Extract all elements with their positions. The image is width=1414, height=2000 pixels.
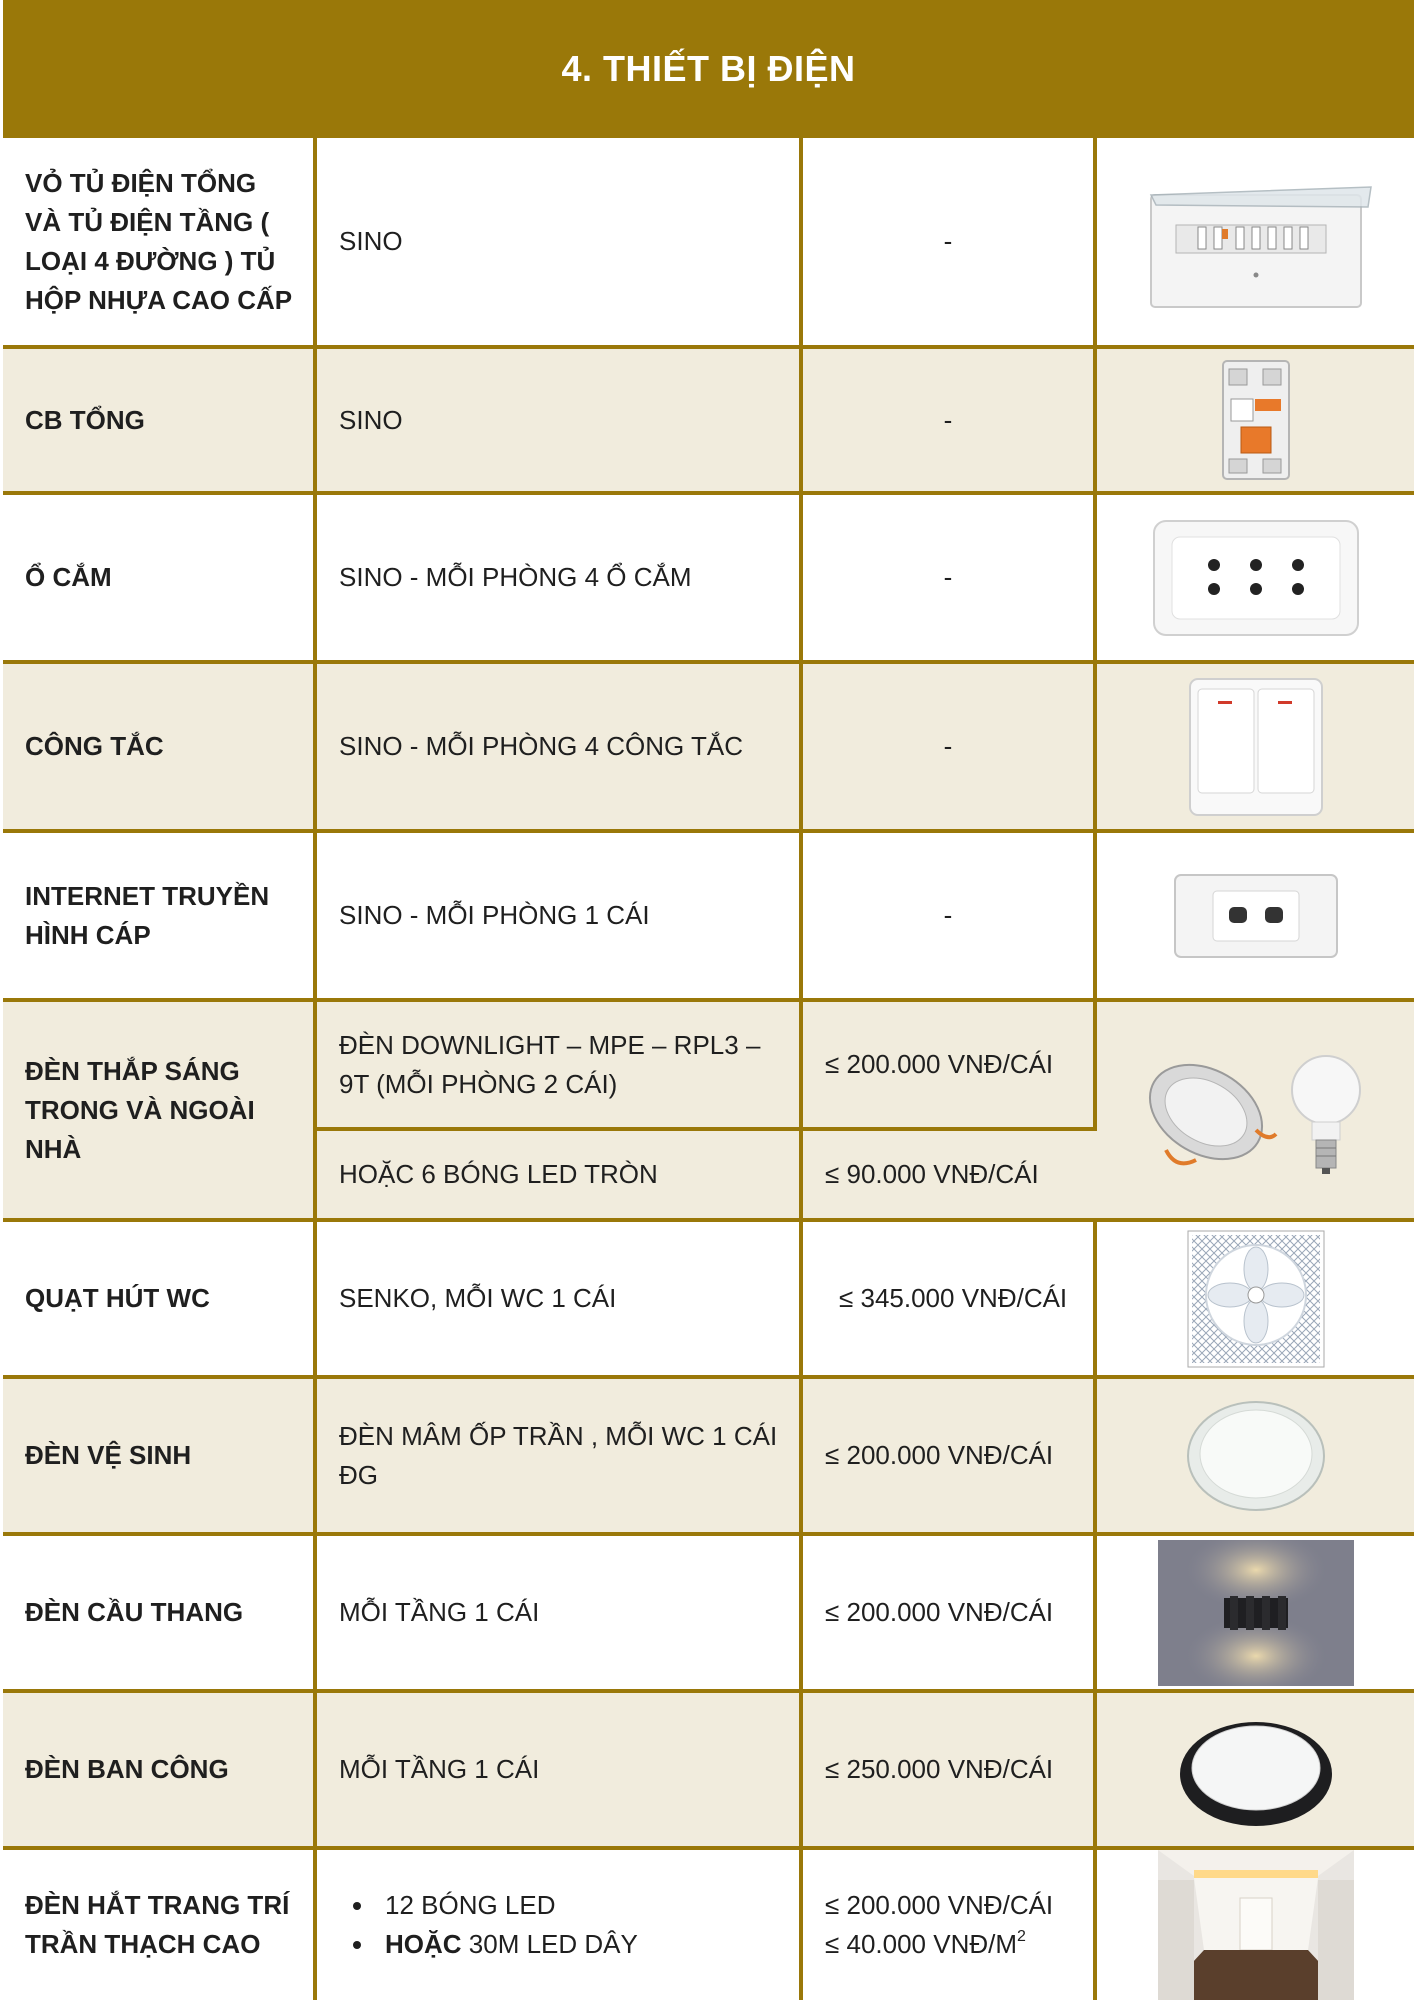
item-spec: ĐÈN DOWNLIGHT – MPE – RPL3 – 9T (MỖI PHÒNG 2 CÁI): [315, 1000, 801, 1129]
item-spec-cell: [315, 1848, 801, 2000]
item-price: ≤ 250.000 VNĐ/CÁI: [801, 1691, 1095, 1848]
electrical-panel-box-image: [1097, 167, 1414, 317]
exhaust-fan-image: [1097, 1229, 1414, 1369]
table-row: [3, 1848, 1414, 2000]
round-ceiling-light-image: [1097, 1710, 1414, 1830]
item-name: ĐÈN CẦU THANG: [3, 1534, 315, 1691]
table-row: [3, 1691, 1414, 1848]
light-switch-image: [1097, 675, 1414, 819]
bullet-text: 12 BÓNG LED: [385, 1890, 556, 1920]
table-row: [3, 347, 1414, 493]
item-price: ≤ 200.000 VNĐ/CÁI: [825, 1890, 1054, 1920]
item-name: VỎ TỦ ĐIỆN TỔNG VÀ TỦ ĐIỆN TẦNG ( LOẠI 4 ĐƯỜNG ) TỦ HỘP NHỰA CAO CẤP: [3, 138, 315, 347]
item-name: ĐÈN THẮP SÁNG TRONG VÀ NGOÀI NHÀ: [3, 1000, 315, 1220]
item-price: ≤ 200.000 VNĐ/CÁI: [801, 1377, 1095, 1534]
item-spec: MỖI TẦNG 1 CÁI: [315, 1534, 801, 1691]
item-image-cell: [1095, 347, 1414, 493]
item-name: QUẠT HÚT WC: [3, 1220, 315, 1377]
gypsum-ceiling-led-image: [1097, 1850, 1414, 2000]
equipment-table: [3, 138, 1414, 2000]
table-row: [3, 662, 1414, 831]
section-header: [3, 0, 1414, 138]
item-spec: SINO - MỖI PHÒNG 4 CÔNG TẮC: [315, 662, 801, 831]
item-spec: SINO - MỖI PHÒNG 1 CÁI: [315, 831, 801, 1000]
ceiling-light-image: [1097, 1396, 1414, 1516]
table-row: [3, 493, 1414, 662]
item-price: ≤ 90.000 VNĐ/CÁI: [801, 1129, 1095, 1220]
item-spec: SINO: [315, 138, 801, 347]
item-image-cell: [1095, 493, 1414, 662]
item-name: CÔNG TẮC: [3, 662, 315, 831]
item-price: -: [801, 831, 1095, 1000]
item-price: -: [801, 662, 1095, 831]
item-name: ĐÈN VỆ SINH: [3, 1377, 315, 1534]
table-row: [3, 138, 1414, 347]
item-image-cell: [1095, 1000, 1414, 1220]
item-spec-list: [339, 1886, 781, 1964]
list-item: [347, 1925, 781, 1964]
item-name: CB TỔNG: [3, 347, 315, 493]
table-row: [3, 1377, 1414, 1534]
table-row: [3, 831, 1414, 1000]
unit-superscript: 2: [1017, 1928, 1026, 1945]
item-spec: SENKO, MỖI WC 1 CÁI: [315, 1220, 801, 1377]
table-row: [3, 1534, 1414, 1691]
power-socket-image: [1097, 513, 1414, 643]
table-row: [3, 1220, 1414, 1377]
item-spec: SINO - MỖI PHÒNG 4 Ổ CẮM: [315, 493, 801, 662]
item-name: ĐÈN BAN CÔNG: [3, 1691, 315, 1848]
item-price: -: [801, 347, 1095, 493]
item-price: [825, 1925, 1079, 1964]
list-item: [347, 1886, 781, 1925]
bullet-prefix: HOẶC: [385, 1929, 462, 1959]
item-image-cell: [1095, 662, 1414, 831]
item-price: -: [801, 138, 1095, 347]
item-image-cell: [1095, 1377, 1414, 1534]
section-title: 4. THIẾT BỊ ĐIỆN: [561, 48, 856, 89]
item-name: Ổ CẮM: [3, 493, 315, 662]
item-image-cell: [1095, 1848, 1414, 2000]
item-image-cell: [1095, 831, 1414, 1000]
item-price: ≤ 200.000 VNĐ/CÁI: [801, 1000, 1095, 1129]
item-price: ≤ 345.000 VNĐ/CÁI: [801, 1220, 1095, 1377]
item-image-cell: [1095, 1691, 1414, 1848]
table-row: [3, 1000, 1414, 1129]
wall-lamp-image: [1097, 1540, 1414, 1686]
item-spec: ĐÈN MÂM ỐP TRẦN , MỖI WC 1 CÁI ĐG: [315, 1377, 801, 1534]
item-price-cell: [801, 1848, 1095, 2000]
item-name: ĐÈN HẮT TRANG TRÍ TRẦN THẠCH CAO: [3, 1848, 315, 2000]
item-spec: SINO: [315, 347, 801, 493]
item-image-cell: [1095, 138, 1414, 347]
data-outlet-image: [1097, 871, 1414, 961]
item-price: ≤ 200.000 VNĐ/CÁI: [801, 1534, 1095, 1691]
item-price: -: [801, 493, 1095, 662]
item-spec: HOẶC 6 BÓNG LED TRÒN: [315, 1129, 801, 1220]
item-image-cell: [1095, 1220, 1414, 1377]
circuit-breaker-image: [1097, 355, 1414, 485]
bullet-text: 30M LED DÂY: [461, 1929, 638, 1959]
item-name: INTERNET TRUYỀN HÌNH CÁP: [3, 831, 315, 1000]
price-text: ≤ 40.000 VNĐ/M: [825, 1929, 1018, 1959]
item-spec: MỖI TẦNG 1 CÁI: [315, 1691, 801, 1848]
item-image-cell: [1095, 1534, 1414, 1691]
downlight-and-led-bulb-image: [1097, 1030, 1414, 1190]
